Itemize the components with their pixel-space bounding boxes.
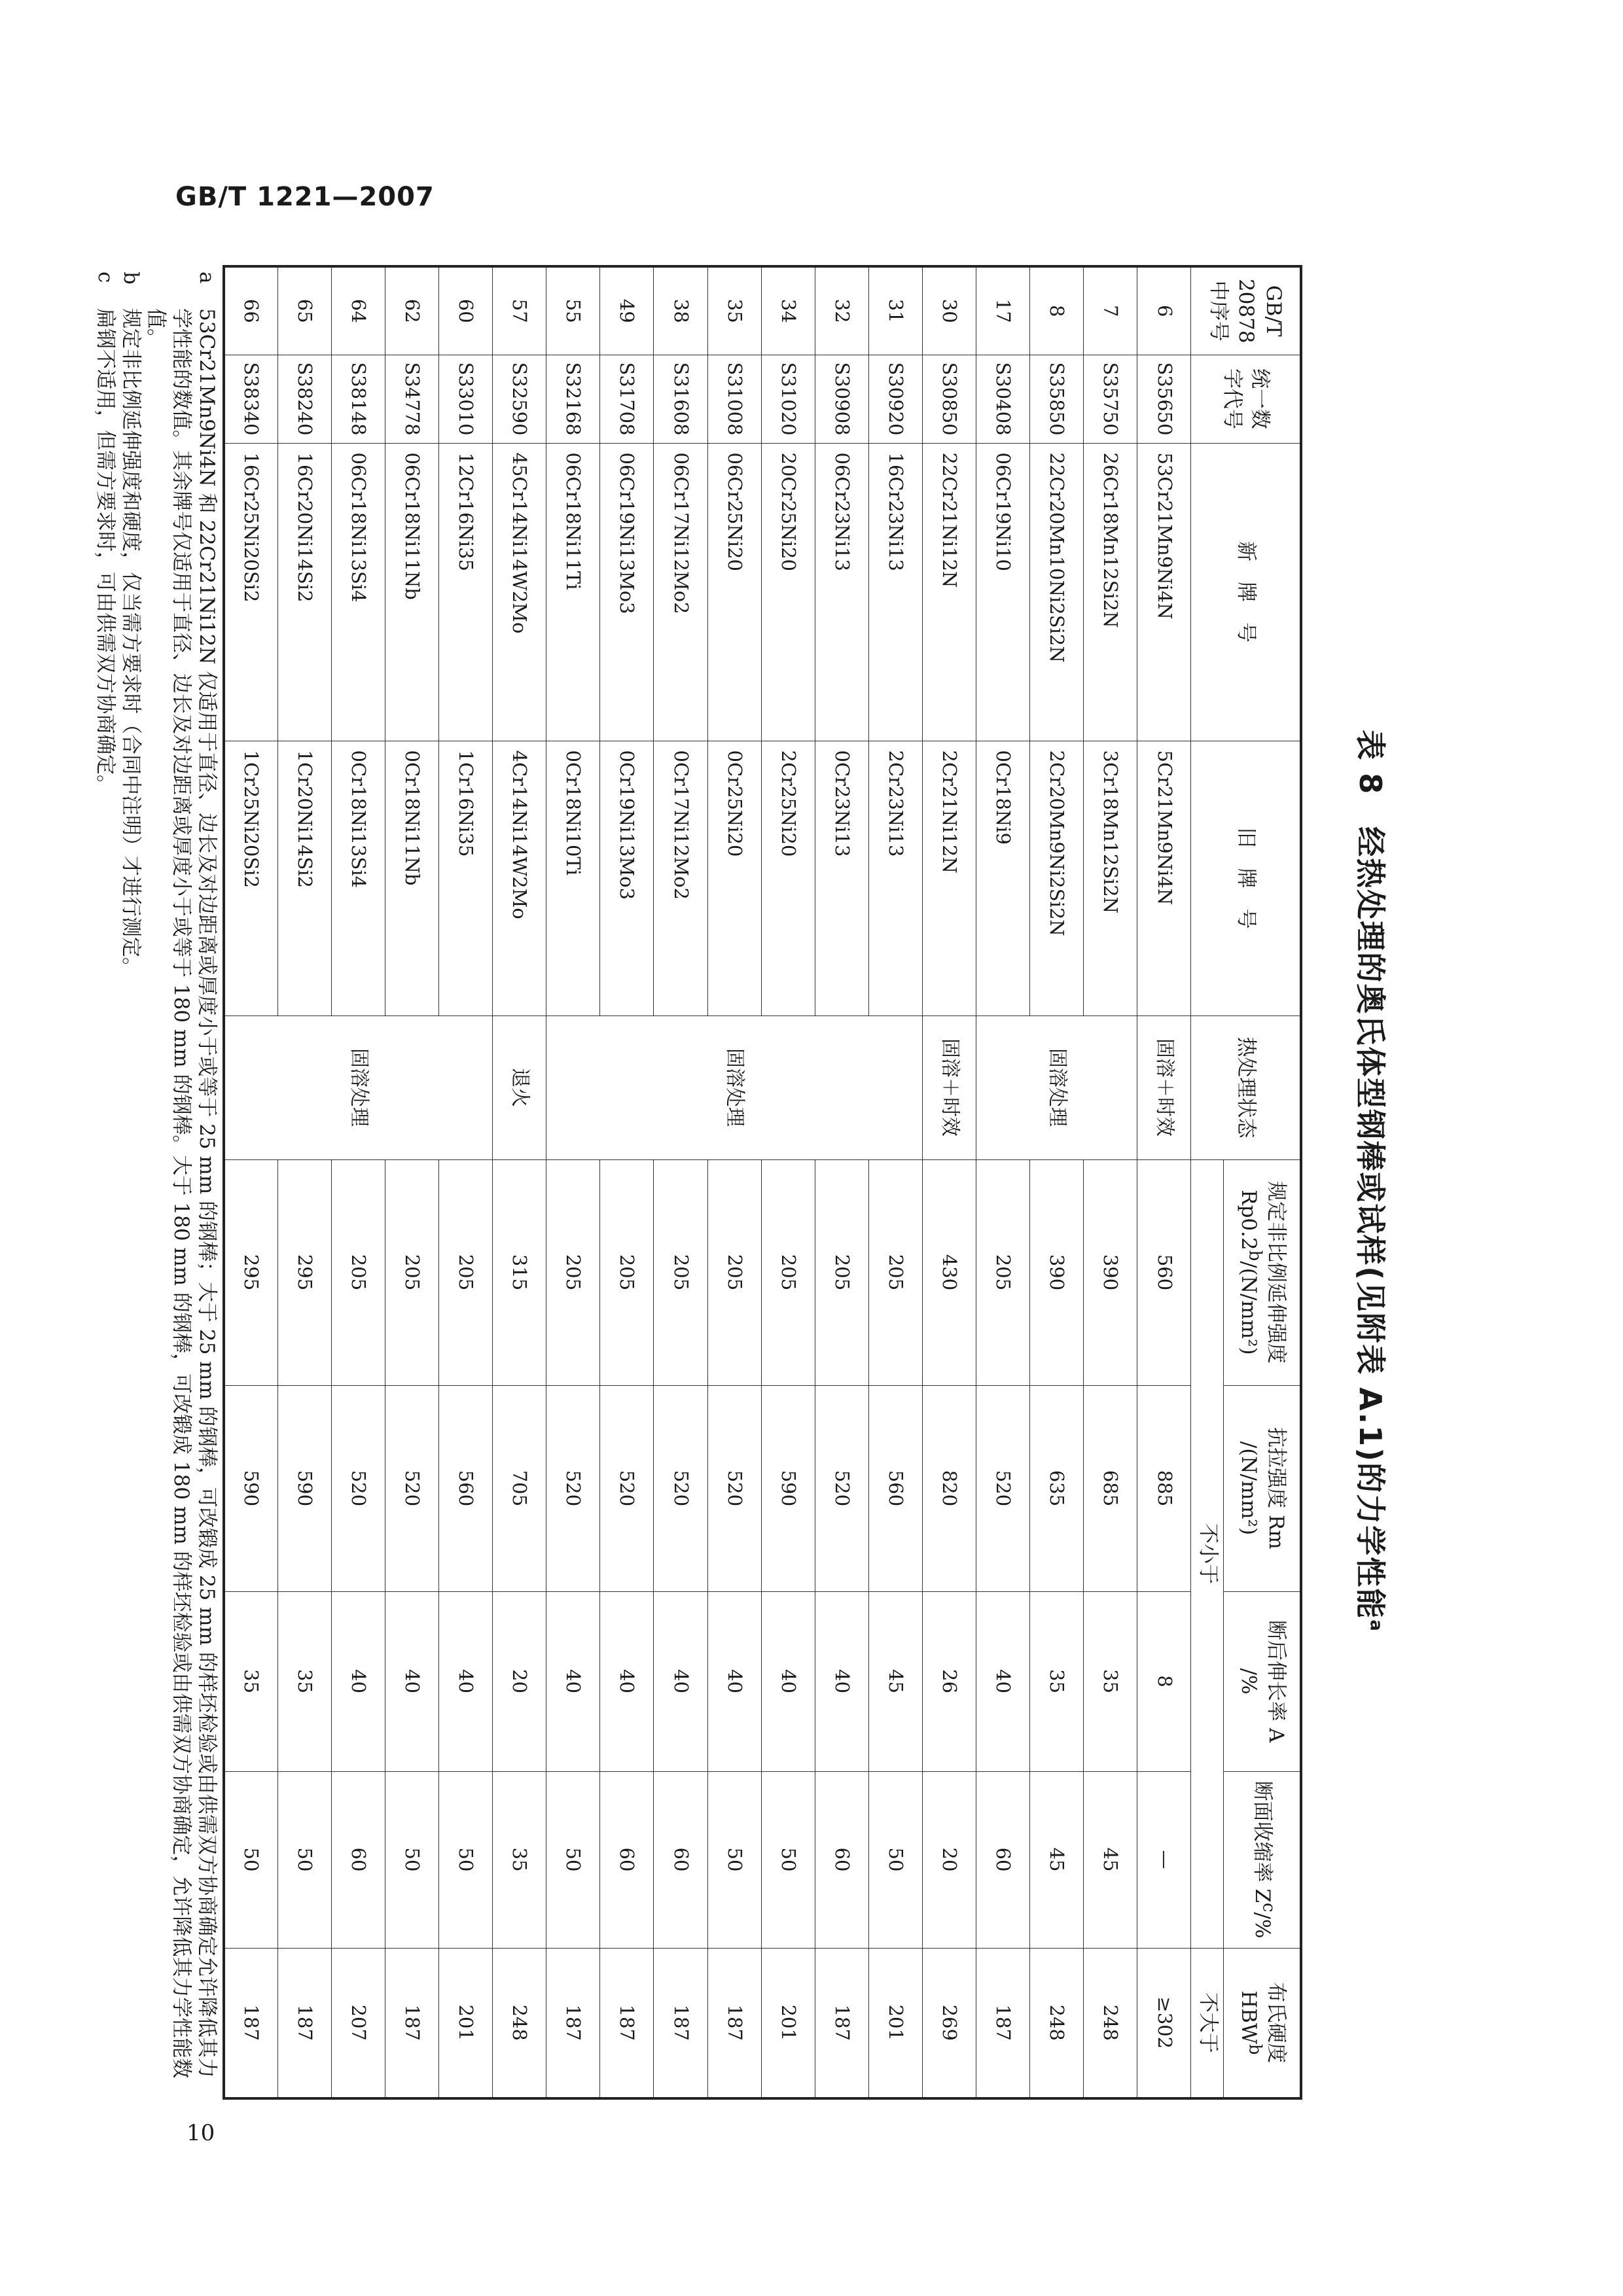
- cell-unified-code: S33010: [438, 355, 492, 443]
- cell-tensile-strength: 590: [277, 1385, 331, 1591]
- cell-new-grade: 16Cr23Ni13: [868, 443, 922, 741]
- cell-yield-strength: 205: [331, 1159, 385, 1385]
- mechanical-properties-table: [223, 265, 1302, 2100]
- table-title-text: 表 8 经热处理的奥氏体型钢棒或试样(见附表 A.1)的力学性能: [1353, 730, 1388, 1620]
- cell-hardness: 187: [976, 1948, 1030, 2098]
- cell-reduction-of-area: 45: [1084, 1771, 1137, 1948]
- cell-gbt-no: 64: [331, 266, 385, 355]
- note-b-text: 规定非比例延伸强度和硬度，仅当需方要求时（合同中注明）才进行测定。: [118, 308, 143, 978]
- cell-reduction-of-area: 20: [922, 1771, 976, 1948]
- cell-tensile-strength: 520: [385, 1385, 438, 1591]
- cell-reduction-of-area: 60: [331, 1771, 385, 1948]
- cell-new-grade: 16Cr25Ni20Si2: [224, 443, 277, 741]
- cell-yield-strength: 205: [385, 1159, 438, 1385]
- cell-heat-treatment: 固溶处理: [224, 1016, 493, 1159]
- note-b: [118, 265, 143, 2097]
- cell-yield-strength: 430: [922, 1159, 976, 1385]
- cell-gbt-no: 34: [761, 266, 815, 355]
- cell-unified-code: S35650: [1137, 355, 1191, 443]
- cell-reduction-of-area: 45: [1030, 1771, 1084, 1948]
- cell-unified-code: S30408: [976, 355, 1030, 443]
- table-row: [493, 266, 546, 2098]
- cell-new-grade: 16Cr20Ni14Si2: [277, 443, 331, 741]
- header-not-greater-than: 不大于: [1191, 1948, 1224, 2098]
- cell-yield-strength: 205: [546, 1159, 600, 1385]
- cell-old-grade: 0Cr25Ni20: [707, 741, 761, 1016]
- cell-yield-strength: 390: [1084, 1159, 1137, 1385]
- document-code: GB/T 1221—2007: [175, 182, 435, 212]
- cell-gbt-no: 8: [1030, 266, 1084, 355]
- cell-hardness: 187: [224, 1948, 277, 2098]
- cell-hardness: 248: [1030, 1948, 1084, 2098]
- cell-new-grade: 53Cr21Mn9Ni4N: [1137, 443, 1191, 741]
- header-old-grade: 旧 牌 号: [1191, 741, 1301, 1016]
- cell-heat-treatment: 固溶处理: [976, 1016, 1137, 1159]
- table-row: [385, 266, 438, 2098]
- header-elongation: 断后伸长率 A /%: [1224, 1591, 1301, 1771]
- cell-hardness: 201: [438, 1948, 492, 2098]
- cell-old-grade: 5Cr21Mn9Ni4N: [1137, 741, 1191, 1016]
- cell-unified-code: S32590: [493, 355, 546, 443]
- cell-unified-code: S30920: [868, 355, 922, 443]
- cell-elongation: 35: [1084, 1591, 1137, 1771]
- table-row: [331, 266, 385, 2098]
- cell-old-grade: 0Cr18Ni9: [976, 741, 1030, 1016]
- cell-unified-code: S38240: [277, 355, 331, 443]
- table-row: [546, 266, 600, 2098]
- cell-new-grade: 06Cr18Ni11Nb: [385, 443, 438, 741]
- cell-elongation: 40: [815, 1591, 868, 1771]
- table-body: [224, 266, 1191, 2098]
- cell-new-grade: 06Cr19Ni13Mo3: [600, 443, 654, 741]
- cell-unified-code: S32168: [546, 355, 600, 443]
- cell-tensile-strength: 560: [438, 1385, 492, 1591]
- cell-gbt-no: 60: [438, 266, 492, 355]
- cell-yield-strength: 205: [600, 1159, 654, 1385]
- cell-elongation: 40: [600, 1591, 654, 1771]
- cell-elongation: 35: [1030, 1591, 1084, 1771]
- table-row: [1137, 266, 1191, 2098]
- cell-elongation: 40: [707, 1591, 761, 1771]
- cell-reduction-of-area: 50: [868, 1771, 922, 1948]
- cell-tensile-strength: 520: [654, 1385, 707, 1591]
- cell-yield-strength: 295: [224, 1159, 277, 1385]
- cell-yield-strength: 295: [277, 1159, 331, 1385]
- cell-new-grade: 06Cr18Ni11Ti: [546, 443, 600, 741]
- cell-gbt-no: 57: [493, 266, 546, 355]
- cell-hardness: 269: [922, 1948, 976, 2098]
- cell-hardness: 187: [707, 1948, 761, 2098]
- cell-elongation: 8: [1137, 1591, 1191, 1771]
- cell-gbt-no: 30: [922, 266, 976, 355]
- cell-elongation: 35: [277, 1591, 331, 1771]
- note-b-mark: b: [118, 272, 143, 285]
- cell-new-grade: 12Cr16Ni35: [438, 443, 492, 741]
- cell-gbt-no: 31: [868, 266, 922, 355]
- cell-reduction-of-area: 60: [815, 1771, 868, 1948]
- table-row: [1084, 266, 1137, 2098]
- cell-elongation: 40: [761, 1591, 815, 1771]
- cell-reduction-of-area: —: [1137, 1771, 1191, 1948]
- cell-old-grade: 4Cr14Ni14W2Mo: [493, 741, 546, 1016]
- table-row: [976, 266, 1030, 2098]
- table-row: [707, 266, 761, 2098]
- cell-tensile-strength: 520: [815, 1385, 868, 1591]
- note-a-text: 53Cr21Mn9Ni4N 和 22Cr21Ni12N 仅适用于直径、边长及对边距离或厚度小于或等于 25 mm 的钢棒；大于 25 mm 的钢棒，可改锻成 25 mm 的样坯检验或由供需双方协商确定允许降低其力学性能的数值。其余牌号仅适用于直径、边长及对边距离或厚度小于或等于 180 mm 的钢棒。大于 180 mm 的钢棒，可改锻成 180 mm 的样坯检验或由供需双方协商确定，允许降低其力学性能数值。: [144, 308, 219, 2079]
- table-row: [224, 266, 277, 2098]
- table-row: [868, 266, 922, 2098]
- cell-unified-code: S31608: [654, 355, 707, 443]
- cell-unified-code: S31708: [600, 355, 654, 443]
- cell-elongation: 20: [493, 1591, 546, 1771]
- cell-yield-strength: 315: [493, 1159, 546, 1385]
- cell-tensile-strength: 590: [224, 1385, 277, 1591]
- cell-unified-code: S35750: [1084, 355, 1137, 443]
- cell-gbt-no: 38: [654, 266, 707, 355]
- cell-tensile-strength: 885: [1137, 1385, 1191, 1591]
- table-notes: [92, 265, 219, 2097]
- cell-old-grade: 0Cr17Ni12Mo2: [654, 741, 707, 1016]
- cell-tensile-strength: 520: [331, 1385, 385, 1591]
- cell-old-grade: 0Cr18Ni13Si4: [331, 741, 385, 1016]
- cell-new-grade: 45Cr14Ni14W2Mo: [493, 443, 546, 741]
- cell-reduction-of-area: 60: [976, 1771, 1030, 1948]
- cell-old-grade: 3Cr18Mn12Si2N: [1084, 741, 1137, 1016]
- cell-heat-treatment: 固溶＋时效: [1137, 1016, 1191, 1159]
- cell-hardness: ≥302: [1137, 1948, 1191, 2098]
- cell-new-grade: 22Cr21Ni12N: [922, 443, 976, 741]
- cell-new-grade: 22Cr20Mn10Ni2Si2N: [1030, 443, 1084, 741]
- cell-new-grade: 06Cr25Ni20: [707, 443, 761, 741]
- cell-gbt-no: 35: [707, 266, 761, 355]
- cell-hardness: 201: [868, 1948, 922, 2098]
- table-row: [922, 266, 976, 2098]
- cell-gbt-no: 65: [277, 266, 331, 355]
- cell-yield-strength: 205: [815, 1159, 868, 1385]
- cell-old-grade: 0Cr19Ni13Mo3: [600, 741, 654, 1016]
- cell-reduction-of-area: 50: [385, 1771, 438, 1948]
- cell-old-grade: 1Cr20Ni14Si2: [277, 741, 331, 1016]
- cell-yield-strength: 205: [761, 1159, 815, 1385]
- cell-reduction-of-area: 50: [277, 1771, 331, 1948]
- table-title-footnote-mark: a: [1366, 1619, 1386, 1633]
- cell-reduction-of-area: 50: [438, 1771, 492, 1948]
- cell-hardness: 187: [277, 1948, 331, 2098]
- cell-tensile-strength: 520: [546, 1385, 600, 1591]
- cell-elongation: 40: [976, 1591, 1030, 1771]
- cell-elongation: 40: [546, 1591, 600, 1771]
- page-number: 10: [187, 2120, 215, 2146]
- header-tensile-strength: 抗拉强度 Rm /(N/mm²): [1224, 1385, 1301, 1591]
- cell-elongation: 40: [654, 1591, 707, 1771]
- header-yield-strength: 规定非比例延伸强度 Rp0.2$^b$/(N/mm²): [1224, 1159, 1301, 1385]
- cell-old-grade: 2Cr20Mn9Ni2Si2N: [1030, 741, 1084, 1016]
- cell-old-grade: 2Cr21Ni12N: [922, 741, 976, 1016]
- cell-elongation: 40: [385, 1591, 438, 1771]
- cell-tensile-strength: 560: [868, 1385, 922, 1591]
- cell-old-grade: 2Cr23Ni13: [868, 741, 922, 1016]
- cell-gbt-no: 7: [1084, 266, 1137, 355]
- table-row: [438, 266, 492, 2098]
- cell-unified-code: S38148: [331, 355, 385, 443]
- note-c-mark: c: [94, 272, 117, 283]
- cell-gbt-no: 66: [224, 266, 277, 355]
- cell-yield-strength: 205: [707, 1159, 761, 1385]
- cell-unified-code: S31008: [707, 355, 761, 443]
- cell-elongation: 40: [331, 1591, 385, 1771]
- cell-yield-strength: 390: [1030, 1159, 1084, 1385]
- cell-gbt-no: 49: [600, 266, 654, 355]
- note-a: [143, 265, 219, 2097]
- header-heat-treatment: 热处理状态: [1191, 1016, 1301, 1159]
- cell-reduction-of-area: 50: [546, 1771, 600, 1948]
- cell-unified-code: S30850: [922, 355, 976, 443]
- cell-hardness: 248: [1084, 1948, 1137, 2098]
- cell-reduction-of-area: 50: [707, 1771, 761, 1948]
- cell-tensile-strength: 635: [1030, 1385, 1084, 1591]
- cell-hardness: 201: [761, 1948, 815, 2098]
- cell-tensile-strength: 820: [922, 1385, 976, 1591]
- table-title: [1342, 265, 1394, 2097]
- cell-yield-strength: 205: [654, 1159, 707, 1385]
- cell-tensile-strength: 520: [600, 1385, 654, 1591]
- cell-gbt-no: 55: [546, 266, 600, 355]
- cell-yield-strength: 205: [976, 1159, 1030, 1385]
- cell-heat-treatment: 退火: [493, 1016, 546, 1159]
- table-row: [600, 266, 654, 2098]
- cell-gbt-no: 17: [976, 266, 1030, 355]
- cell-new-grade: 20Cr25Ni20: [761, 443, 815, 741]
- cell-new-grade: 06Cr18Ni13Si4: [331, 443, 385, 741]
- cell-gbt-no: 62: [385, 266, 438, 355]
- cell-unified-code: S38340: [224, 355, 277, 443]
- cell-reduction-of-area: 60: [654, 1771, 707, 1948]
- header-gbt-no: GB/T 20878 中序号: [1191, 266, 1301, 355]
- cell-elongation: 35: [224, 1591, 277, 1771]
- note-c: [92, 265, 118, 2097]
- header-not-less-than: 不小于: [1191, 1159, 1224, 1948]
- cell-old-grade: 2Cr25Ni20: [761, 741, 815, 1016]
- note-c-text: 扁钢不适用，但需方要求时，可由供需双方协商确定。: [94, 308, 117, 795]
- rotated-table-block: [94, 265, 1388, 2097]
- cell-yield-strength: 205: [868, 1159, 922, 1385]
- table-row: [654, 266, 707, 2098]
- cell-unified-code: S35850: [1030, 355, 1084, 443]
- table-row: [815, 266, 868, 2098]
- cell-new-grade: 26Cr18Mn12Si2N: [1084, 443, 1137, 741]
- cell-yield-strength: 560: [1137, 1159, 1191, 1385]
- cell-tensile-strength: 520: [976, 1385, 1030, 1591]
- cell-elongation: 45: [868, 1591, 922, 1771]
- table-row: [277, 266, 331, 2098]
- cell-old-grade: 0Cr23Ni13: [815, 741, 868, 1016]
- cell-tensile-strength: 520: [707, 1385, 761, 1591]
- cell-tensile-strength: 685: [1084, 1385, 1137, 1591]
- cell-old-grade: 1Cr16Ni35: [438, 741, 492, 1016]
- cell-reduction-of-area: 50: [224, 1771, 277, 1948]
- cell-unified-code: S30908: [815, 355, 868, 443]
- cell-old-grade: 1Cr25Ni20Si2: [224, 741, 277, 1016]
- cell-reduction-of-area: 60: [600, 1771, 654, 1948]
- cell-old-grade: 0Cr18Ni10Ti: [546, 741, 600, 1016]
- cell-hardness: 187: [654, 1948, 707, 2098]
- cell-hardness: 187: [600, 1948, 654, 2098]
- cell-hardness: 187: [815, 1948, 868, 2098]
- cell-tensile-strength: 590: [761, 1385, 815, 1591]
- cell-new-grade: 06Cr17Ni12Mo2: [654, 443, 707, 741]
- cell-hardness: 248: [493, 1948, 546, 2098]
- cell-reduction-of-area: 50: [761, 1771, 815, 1948]
- cell-new-grade: 06Cr23Ni13: [815, 443, 868, 741]
- cell-hardness: 207: [331, 1948, 385, 2098]
- cell-reduction-of-area: 35: [493, 1771, 546, 1948]
- header-unified-code: 统一数字代号: [1191, 355, 1301, 443]
- cell-tensile-strength: 705: [493, 1385, 546, 1591]
- cell-hardness: 187: [385, 1948, 438, 2098]
- cell-new-grade: 06Cr19Ni10: [976, 443, 1030, 741]
- header-new-grade: 新 牌 号: [1191, 443, 1301, 741]
- note-a-mark: a: [195, 272, 219, 284]
- header-hardness: 布氏硬度 HBW$^b$: [1224, 1948, 1301, 2098]
- table-row: [761, 266, 815, 2098]
- cell-unified-code: S34778: [385, 355, 438, 443]
- cell-heat-treatment: 固溶处理: [546, 1016, 923, 1159]
- cell-elongation: 40: [438, 1591, 492, 1771]
- cell-heat-treatment: 固溶＋时效: [922, 1016, 976, 1159]
- cell-gbt-no: 6: [1137, 266, 1191, 355]
- cell-yield-strength: 205: [438, 1159, 492, 1385]
- cell-gbt-no: 32: [815, 266, 868, 355]
- cell-hardness: 187: [546, 1948, 600, 2098]
- cell-old-grade: 0Cr18Ni11Nb: [385, 741, 438, 1016]
- table-row: [1030, 266, 1084, 2098]
- cell-elongation: 26: [922, 1591, 976, 1771]
- header-reduction-of-area: 断面收缩率 $Z^c/\%$: [1224, 1771, 1301, 1948]
- cell-unified-code: S31020: [761, 355, 815, 443]
